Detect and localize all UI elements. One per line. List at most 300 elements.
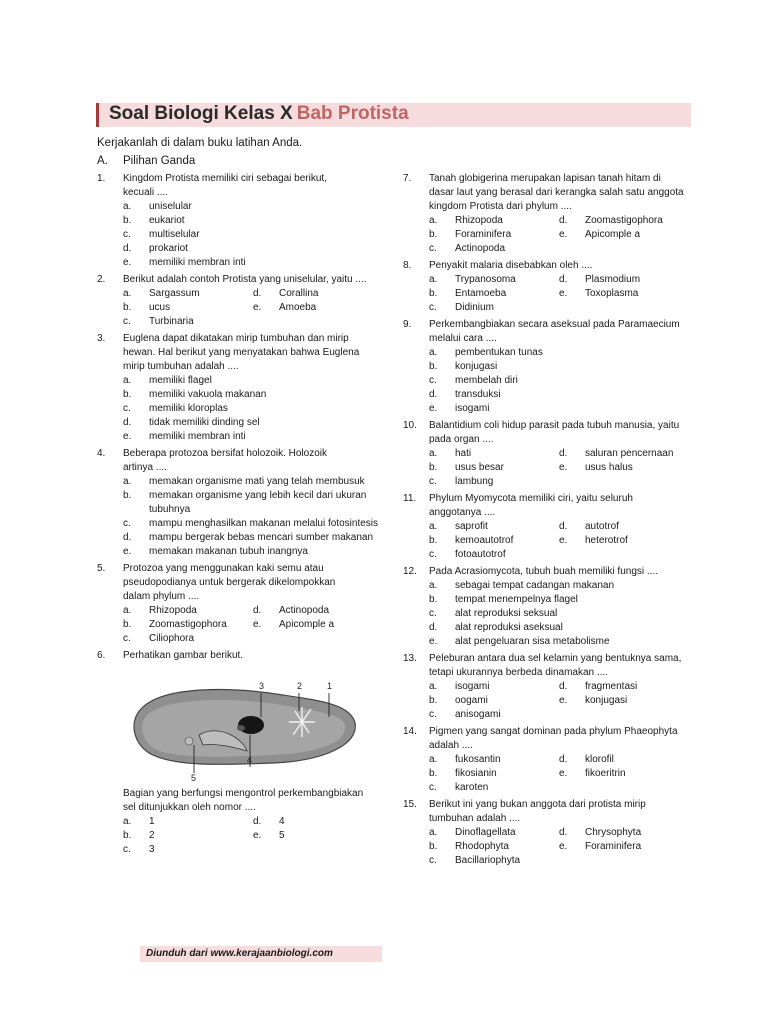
option-text: Rhizopoda bbox=[455, 215, 503, 226]
answer-option bbox=[123, 545, 387, 559]
option-letter: b. bbox=[429, 462, 438, 473]
option-letter: c. bbox=[429, 608, 437, 619]
option-text: autotrof bbox=[585, 521, 619, 532]
question-text: Pigmen yang sangat dominan pada phylum Phaeophyta adalah .... bbox=[429, 726, 678, 751]
figure-label: 5 bbox=[191, 773, 197, 783]
option-text: isogami bbox=[455, 681, 490, 692]
question-text: Berikut ini yang bukan anggota dari protista mirip tumbuhan adalah .... bbox=[429, 799, 646, 824]
option-letter: a. bbox=[429, 274, 438, 285]
question-number: 1. bbox=[97, 173, 106, 184]
answer-option bbox=[123, 517, 387, 531]
answer-option bbox=[123, 618, 253, 632]
option-text: memakan makanan tubuh inangnya bbox=[149, 546, 308, 557]
option-letter: c. bbox=[429, 243, 437, 254]
option-text: memiliki membran inti bbox=[149, 431, 246, 442]
option-text: heterotrof bbox=[585, 535, 628, 546]
option-text: mampu bergerak bebas mencari sumber makanan bbox=[149, 532, 373, 543]
answer-option bbox=[123, 374, 387, 388]
question-item bbox=[97, 172, 387, 270]
option-text: Amoeba bbox=[279, 302, 317, 313]
answer-option bbox=[123, 242, 387, 256]
figure-label: 2 bbox=[297, 681, 303, 691]
option-text: ucus bbox=[149, 302, 171, 313]
answer-options bbox=[429, 346, 693, 416]
answer-option bbox=[559, 228, 689, 242]
answer-option bbox=[429, 708, 559, 722]
option-letter: d. bbox=[559, 521, 568, 532]
answer-option bbox=[559, 694, 689, 708]
option-letter: d. bbox=[253, 816, 262, 827]
answer-option bbox=[123, 315, 253, 329]
answer-option bbox=[559, 840, 689, 854]
option-letter: c. bbox=[429, 302, 437, 313]
option-text: Corallina bbox=[279, 288, 319, 299]
option-letter: c. bbox=[123, 316, 131, 327]
question-item bbox=[403, 419, 693, 489]
answer-options bbox=[123, 287, 387, 329]
answer-option bbox=[253, 604, 383, 618]
option-text: alat reproduksi seksual bbox=[455, 608, 558, 619]
option-text: Zoomastigophora bbox=[149, 619, 227, 630]
question-item bbox=[403, 652, 693, 722]
title-banner bbox=[96, 103, 691, 127]
answer-option bbox=[559, 273, 689, 287]
option-text: 2 bbox=[149, 830, 155, 841]
answer-options bbox=[429, 826, 693, 868]
answer-options bbox=[123, 604, 387, 646]
question-text: Pada Acrasiomycota, tubuh buah memiliki fungsi .... bbox=[429, 566, 659, 577]
option-text: Dinoflagellata bbox=[455, 827, 516, 838]
answer-option bbox=[123, 815, 253, 829]
answer-option bbox=[253, 829, 383, 843]
option-letter: c. bbox=[123, 229, 131, 240]
answer-option bbox=[123, 843, 253, 857]
option-letter: b. bbox=[123, 215, 132, 226]
option-letter: a. bbox=[429, 754, 438, 765]
option-text: sebagai tempat cadangan makanan bbox=[455, 580, 615, 591]
option-text: prokariot bbox=[149, 243, 188, 254]
question-text: Peleburan antara dua sel kelamin yang bentuknya sama, tetapi ukurannya berbeda dinamakan .... bbox=[429, 653, 682, 678]
option-text: Foraminifera bbox=[455, 229, 512, 240]
option-text: anisogami bbox=[455, 709, 501, 720]
option-text: memakan organisme mati yang telah membusuk bbox=[149, 476, 365, 487]
answer-option bbox=[559, 287, 689, 301]
option-letter: d. bbox=[429, 622, 438, 633]
answer-options bbox=[123, 374, 387, 444]
option-text: oogami bbox=[455, 695, 488, 706]
section-label: Pilihan Ganda bbox=[123, 155, 196, 167]
option-letter: d. bbox=[559, 681, 568, 692]
answer-option bbox=[123, 829, 253, 843]
option-letter: b. bbox=[123, 389, 132, 400]
answer-option bbox=[429, 346, 693, 360]
answer-option bbox=[559, 826, 689, 840]
option-text: Rhizopoda bbox=[149, 605, 197, 616]
option-letter: b. bbox=[123, 302, 132, 313]
answer-option bbox=[559, 680, 689, 694]
option-text: fragmentasi bbox=[585, 681, 638, 692]
answer-option bbox=[123, 475, 387, 489]
option-letter: b. bbox=[429, 768, 438, 779]
option-text: konjugasi bbox=[585, 695, 628, 706]
figure-label: 1 bbox=[327, 681, 333, 691]
answer-option bbox=[429, 273, 559, 287]
question-item bbox=[97, 562, 387, 646]
answer-option bbox=[123, 256, 387, 270]
question-figure bbox=[123, 665, 387, 783]
right-column bbox=[403, 172, 693, 871]
answer-option bbox=[429, 635, 693, 649]
option-letter: c. bbox=[429, 476, 437, 487]
option-letter: a. bbox=[123, 816, 132, 827]
question-number: 11. bbox=[403, 493, 417, 504]
option-text: Sargassum bbox=[149, 288, 200, 299]
answer-option bbox=[429, 840, 559, 854]
answer-option bbox=[429, 461, 559, 475]
option-text: Trypanosoma bbox=[455, 274, 516, 285]
option-letter: a. bbox=[123, 605, 132, 616]
question-number: 5. bbox=[97, 563, 106, 574]
option-text: Entamoeba bbox=[455, 288, 507, 299]
question-number: 4. bbox=[97, 448, 106, 459]
answer-option bbox=[429, 781, 559, 795]
answer-option bbox=[123, 416, 387, 430]
option-letter: e. bbox=[253, 302, 262, 313]
option-text: Toxoplasma bbox=[585, 288, 639, 299]
option-text: klorofil bbox=[585, 754, 614, 765]
option-text: fotoautotrof bbox=[455, 549, 506, 560]
answer-option bbox=[123, 301, 253, 315]
option-letter: a. bbox=[123, 476, 132, 487]
answer-option bbox=[429, 767, 559, 781]
answer-option bbox=[559, 753, 689, 767]
option-letter: a. bbox=[123, 201, 132, 212]
option-text: fikosianin bbox=[455, 768, 497, 779]
option-text: isogami bbox=[455, 403, 490, 414]
page-title bbox=[109, 103, 409, 125]
answer-option bbox=[123, 489, 387, 517]
question-item bbox=[97, 649, 387, 857]
option-letter: d. bbox=[123, 532, 132, 543]
instruction-text: Kerjakanlah di dalam buku latihan Anda. bbox=[97, 137, 303, 149]
option-letter: c. bbox=[123, 844, 131, 855]
option-letter: e. bbox=[429, 636, 438, 647]
answer-option bbox=[429, 475, 559, 489]
answer-option bbox=[123, 388, 387, 402]
option-letter: b. bbox=[429, 841, 438, 852]
answer-options bbox=[429, 680, 693, 722]
option-text: pembentukan tunas bbox=[455, 347, 543, 358]
answer-option bbox=[123, 531, 387, 545]
answer-option bbox=[123, 200, 387, 214]
option-text: Actinopoda bbox=[279, 605, 330, 616]
option-letter: c. bbox=[429, 375, 437, 386]
option-text: eukariot bbox=[149, 215, 185, 226]
option-letter: b. bbox=[123, 490, 132, 501]
option-letter: e. bbox=[429, 403, 438, 414]
option-letter: d. bbox=[559, 274, 568, 285]
question-text: Protozoa yang menggunakan kaki semu atau pseudopodianya untuk bergerak dikelompokkan dalam phylum .... bbox=[123, 563, 336, 602]
option-letter: e. bbox=[559, 841, 568, 852]
answer-options bbox=[429, 579, 693, 649]
option-letter: e. bbox=[123, 257, 132, 268]
option-text: Bacillariophyta bbox=[455, 855, 521, 866]
option-letter: a. bbox=[429, 827, 438, 838]
option-letter: c. bbox=[429, 709, 437, 720]
question-item bbox=[403, 318, 693, 416]
answer-options bbox=[123, 815, 387, 857]
question-number: 10. bbox=[403, 420, 417, 431]
answer-option bbox=[429, 753, 559, 767]
option-text: alat reproduksi aseksual bbox=[455, 622, 563, 633]
answer-option bbox=[123, 430, 387, 444]
option-letter: d. bbox=[559, 448, 568, 459]
option-text: multiselular bbox=[149, 229, 200, 240]
option-letter: b. bbox=[123, 619, 132, 630]
answer-option bbox=[429, 621, 693, 635]
answer-option bbox=[253, 287, 383, 301]
option-letter: d. bbox=[559, 754, 568, 765]
section-heading bbox=[97, 155, 195, 167]
answer-option bbox=[429, 826, 559, 840]
answer-option bbox=[429, 520, 559, 534]
option-text: Rhodophyta bbox=[455, 841, 509, 852]
option-letter: d. bbox=[429, 389, 438, 400]
title-text: Soal Biologi Kelas X bbox=[109, 103, 293, 124]
question-item bbox=[97, 332, 387, 444]
answer-option bbox=[429, 447, 559, 461]
option-letter: b. bbox=[429, 361, 438, 372]
question-number: 15. bbox=[403, 799, 417, 810]
option-text: kemoautotrof bbox=[455, 535, 514, 546]
question-number: 7. bbox=[403, 173, 412, 184]
option-text: uniselular bbox=[149, 201, 192, 212]
answer-option bbox=[429, 360, 693, 374]
option-letter: a. bbox=[429, 347, 438, 358]
answer-option bbox=[253, 301, 383, 315]
option-letter: e. bbox=[559, 462, 568, 473]
option-letter: a. bbox=[429, 521, 438, 532]
option-letter: d. bbox=[559, 827, 568, 838]
option-letter: d. bbox=[123, 243, 132, 254]
option-text: fikoeritrin bbox=[585, 768, 626, 779]
answer-option bbox=[559, 214, 689, 228]
option-letter: a. bbox=[429, 580, 438, 591]
answer-option bbox=[429, 593, 693, 607]
question-item bbox=[403, 725, 693, 795]
figure-label: 4 bbox=[247, 755, 253, 765]
answer-option bbox=[429, 854, 559, 868]
footer-source: Diunduh dari www.kerajaanbiologi.com bbox=[140, 946, 382, 962]
question-text: Perkembangbiakan secara aseksual pada Paramaecium melalui cara .... bbox=[429, 319, 680, 344]
answer-options bbox=[429, 214, 693, 256]
answer-option bbox=[123, 228, 387, 242]
option-letter: d. bbox=[253, 605, 262, 616]
option-letter: e. bbox=[253, 830, 262, 841]
option-text: lambung bbox=[455, 476, 494, 487]
answer-option bbox=[429, 402, 693, 416]
option-text: saluran pencernaan bbox=[585, 448, 674, 459]
answer-options bbox=[123, 200, 387, 270]
question-number: 3. bbox=[97, 333, 106, 344]
option-text: Foraminifera bbox=[585, 841, 642, 852]
answer-option bbox=[429, 534, 559, 548]
option-letter: a. bbox=[429, 448, 438, 459]
option-text: fukosantin bbox=[455, 754, 501, 765]
question-text: Euglena dapat dikatakan mirip tumbuhan dan mirip hewan. Hal berikut yang menyatakan bahwa Euglena mirip tumbuhan adalah .... bbox=[123, 333, 360, 372]
option-text: memiliki membran inti bbox=[149, 257, 246, 268]
option-text: konjugasi bbox=[455, 361, 498, 372]
question-text: Kingdom Protista memiliki ciri sebagai berikut, kecuali .... bbox=[123, 173, 327, 198]
answer-option bbox=[123, 214, 387, 228]
answer-option bbox=[123, 402, 387, 416]
question-item bbox=[403, 492, 693, 562]
option-letter: a. bbox=[123, 375, 132, 386]
question-number: 2. bbox=[97, 274, 106, 285]
section-letter: A. bbox=[97, 155, 108, 167]
answer-option bbox=[429, 579, 693, 593]
option-letter: c. bbox=[429, 782, 437, 793]
option-text: Apicomple a bbox=[585, 229, 641, 240]
answer-option bbox=[429, 680, 559, 694]
option-letter: c. bbox=[123, 518, 131, 529]
title-subtitle: Bab Protista bbox=[296, 103, 409, 124]
question-number: 6. bbox=[97, 650, 106, 661]
option-text: transduksi bbox=[455, 389, 501, 400]
option-letter: a. bbox=[123, 288, 132, 299]
answer-option bbox=[559, 534, 689, 548]
answer-option bbox=[559, 520, 689, 534]
option-text: usus halus bbox=[585, 462, 633, 473]
question-item bbox=[403, 565, 693, 649]
question-prompt: Bagian yang berfungsi mengontrol perkembangbiakan sel ditunjukkan oleh nomor .... bbox=[123, 788, 364, 813]
option-text: Plasmodium bbox=[585, 274, 641, 285]
left-column bbox=[97, 172, 387, 860]
answer-option bbox=[429, 607, 693, 621]
question-number: 14. bbox=[403, 726, 417, 737]
option-letter: e. bbox=[559, 288, 568, 299]
answer-option bbox=[429, 287, 559, 301]
option-text: hati bbox=[455, 448, 472, 459]
answer-option bbox=[429, 242, 559, 256]
answer-option bbox=[429, 694, 559, 708]
answer-option bbox=[123, 604, 253, 618]
figure-label: 3 bbox=[259, 681, 265, 691]
option-letter: c. bbox=[123, 633, 131, 644]
option-text: alat pengeluaran sisa metabolisme bbox=[455, 636, 610, 647]
option-letter: d. bbox=[253, 288, 262, 299]
paramecium-illustration bbox=[123, 665, 363, 783]
answer-option bbox=[429, 388, 693, 402]
answer-option bbox=[123, 287, 253, 301]
option-letter: d. bbox=[123, 417, 132, 428]
answer-option bbox=[429, 228, 559, 242]
answer-option bbox=[253, 815, 383, 829]
answer-option bbox=[559, 767, 689, 781]
option-letter: a. bbox=[429, 215, 438, 226]
option-text: memiliki vakuola makanan bbox=[149, 389, 267, 400]
question-item bbox=[403, 798, 693, 868]
answer-option bbox=[429, 548, 559, 562]
question-text: Tanah globigerina merupakan lapisan tanah hitam di dasar laut yang berasal dari kerangka salah satu anggota kingdom Protista dari phylum .... bbox=[429, 173, 684, 212]
question-item bbox=[403, 172, 693, 256]
option-letter: e. bbox=[123, 431, 132, 442]
option-text: memiliki kloroplas bbox=[149, 403, 228, 414]
question-text: Phylum Myomycota memiliki ciri, yaitu seluruh anggotanya .... bbox=[429, 493, 633, 518]
option-letter: e. bbox=[253, 619, 262, 630]
option-text: 1 bbox=[149, 816, 155, 827]
option-text: karoten bbox=[455, 782, 489, 793]
option-letter: c. bbox=[123, 403, 131, 414]
question-text: Beberapa protozoa bersifat holozoik. Holozoik artinya .... bbox=[123, 448, 328, 473]
answer-option bbox=[559, 447, 689, 461]
option-letter: e. bbox=[559, 695, 568, 706]
question-item bbox=[403, 259, 693, 315]
answer-option bbox=[559, 461, 689, 475]
option-text: Didinium bbox=[455, 302, 494, 313]
question-number: 12. bbox=[403, 566, 417, 577]
option-text: membelah diri bbox=[455, 375, 518, 386]
question-item bbox=[97, 447, 387, 559]
option-text: Actinopoda bbox=[455, 243, 506, 254]
option-letter: a. bbox=[429, 681, 438, 692]
option-text: Chrysophyta bbox=[585, 827, 642, 838]
answer-options bbox=[123, 475, 387, 559]
option-letter: b. bbox=[123, 830, 132, 841]
answer-options bbox=[429, 520, 693, 562]
option-letter: e. bbox=[559, 229, 568, 240]
option-text: Ciliophora bbox=[149, 633, 195, 644]
option-text: Zoomastigophora bbox=[585, 215, 663, 226]
option-letter: b. bbox=[429, 594, 438, 605]
option-text: saprofit bbox=[455, 521, 488, 532]
question-text: Penyakit malaria disebabkan oleh .... bbox=[429, 260, 593, 271]
option-letter: c. bbox=[429, 549, 437, 560]
option-text: tidak memiliki dinding sel bbox=[149, 417, 260, 428]
question-number: 13. bbox=[403, 653, 417, 664]
answer-option bbox=[123, 632, 253, 646]
option-text: 4 bbox=[279, 816, 285, 827]
answer-options bbox=[429, 753, 693, 795]
option-text: mampu menghasilkan makanan melalui fotosintesis bbox=[149, 518, 379, 529]
answer-option bbox=[429, 301, 559, 315]
answer-option bbox=[253, 618, 383, 632]
option-text: memakan organisme yang lebih kecil dari ukuran tubuhnya bbox=[149, 490, 367, 515]
option-letter: b. bbox=[429, 695, 438, 706]
option-letter: b. bbox=[429, 535, 438, 546]
answer-option bbox=[429, 374, 693, 388]
question-text: Balantidium coli hidup parasit pada tubuh manusia, yaitu pada organ .... bbox=[429, 420, 680, 445]
question-item bbox=[97, 273, 387, 329]
option-letter: b. bbox=[429, 288, 438, 299]
option-text: 5 bbox=[279, 830, 285, 841]
option-letter: c. bbox=[429, 855, 437, 866]
option-text: tempat menempelnya flagel bbox=[455, 594, 578, 605]
question-text: Berikut adalah contoh Protista yang uniselular, yaitu .... bbox=[123, 274, 367, 285]
option-text: memiliki flagel bbox=[149, 375, 212, 386]
option-text: 3 bbox=[149, 844, 155, 855]
question-number: 8. bbox=[403, 260, 412, 271]
option-text: Turbinaria bbox=[149, 316, 194, 327]
question-text: Perhatikan gambar berikut. bbox=[123, 650, 244, 661]
option-text: Apicomple a bbox=[279, 619, 335, 630]
option-letter: e. bbox=[559, 768, 568, 779]
option-letter: e. bbox=[123, 546, 132, 557]
answer-options bbox=[429, 273, 693, 315]
option-letter: e. bbox=[559, 535, 568, 546]
option-letter: d. bbox=[559, 215, 568, 226]
option-text: usus besar bbox=[455, 462, 504, 473]
